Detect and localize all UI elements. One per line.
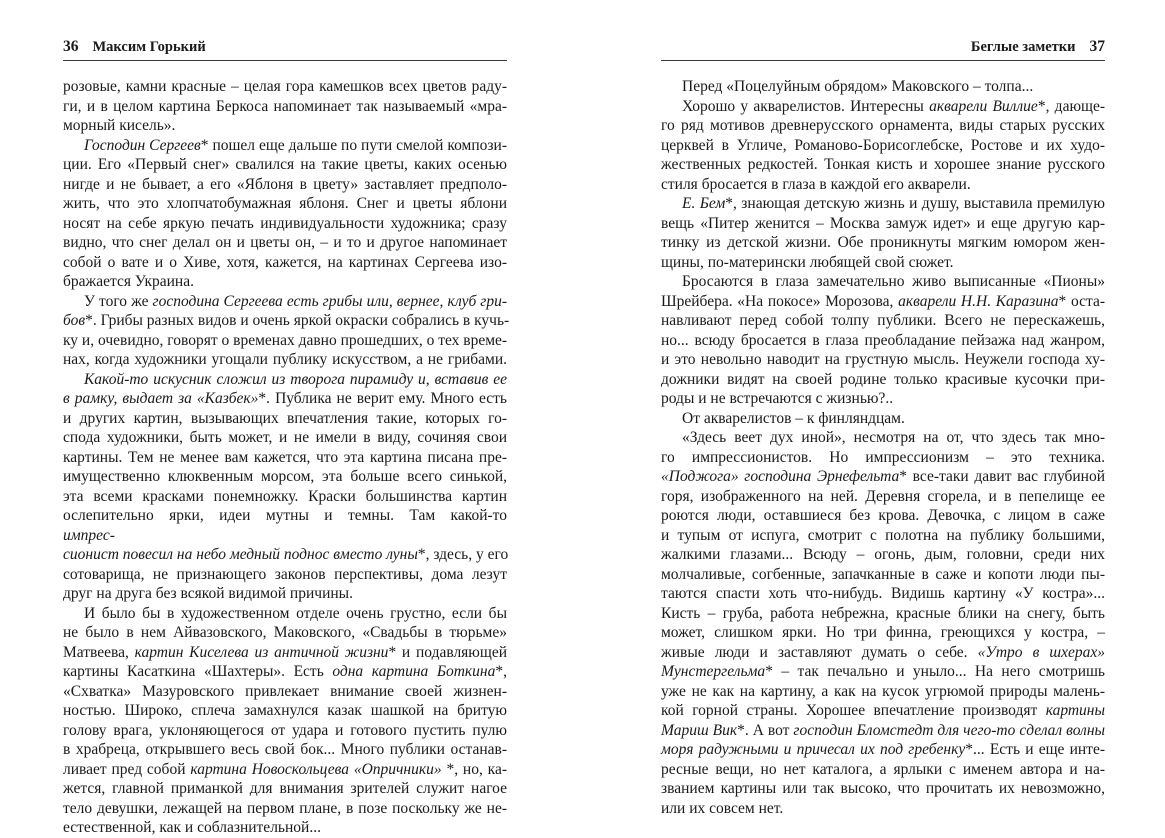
italic-run: сионист повесил на небо медный поднос вместо луны xyxy=(63,546,418,563)
text-line xyxy=(661,116,1105,136)
text-line xyxy=(63,311,510,331)
text-run: От акварелистов – к финляндцам. xyxy=(682,409,905,427)
text-line xyxy=(63,428,507,448)
text-run: * пошел еще дальше по пути смелой компози- xyxy=(200,136,507,154)
text-line xyxy=(661,389,1105,409)
text-run: естественной, как и соблазнительной... xyxy=(63,819,321,836)
text-line xyxy=(661,272,1105,292)
text-run: но... всюду бросается в глаза преобладание пейзажа над жанром, xyxy=(661,331,1105,349)
text-line xyxy=(661,175,1105,195)
text-run: имущественно клюквенным морсом, эта больше всего синькой, xyxy=(63,468,507,485)
text-line xyxy=(63,799,507,819)
text-line xyxy=(63,97,507,117)
text-run: Матвеева, xyxy=(63,643,135,661)
italic-run: господина Сергеева есть грибы или, вернее, клуб гри- xyxy=(152,292,507,310)
text-line xyxy=(63,545,507,565)
text-line xyxy=(63,136,507,156)
text-line xyxy=(661,623,1105,643)
text-line xyxy=(63,779,507,799)
text-line xyxy=(661,604,1105,624)
text-run: тело девушки, лежащей на первом плане, в позе поскольку же не- xyxy=(63,799,507,817)
text-line xyxy=(63,643,507,663)
italic-run: акварели Н.Н. Каразина xyxy=(898,292,1059,310)
text-line xyxy=(63,214,507,234)
text-run: роды и не встречаются с жизнью?.. xyxy=(661,390,894,407)
text-line xyxy=(63,292,507,312)
text-line xyxy=(661,97,1105,117)
text-run: * и подавляющей xyxy=(388,643,508,661)
text-line xyxy=(661,233,1105,253)
text-line xyxy=(63,526,507,546)
text-run: «Здесь веет дух иной», несмотря на от, что здесь так мно- xyxy=(682,429,1105,446)
text-run: друг на друга без всякой видимой причины. xyxy=(63,585,353,602)
text-run: спода художники, быть может, и не имели в виду, сочиняя свои xyxy=(63,429,507,446)
text-run: видно, что снег делал он и цветы он, – и то и другое напоминает xyxy=(63,234,507,251)
text-run: Бросаются в глаза замечательно живо выписанные «Пионы» xyxy=(682,273,1105,290)
text-run: *. Грибы разных видов и очень яркой окраски собрались в кучь- xyxy=(85,312,510,329)
text-line xyxy=(661,253,1105,273)
text-line xyxy=(63,409,507,429)
text-line xyxy=(661,487,1105,507)
text-line xyxy=(63,272,507,292)
text-run: сотоварища, не признающего законов перспективы, дома лезут xyxy=(63,565,507,583)
text-run: Шрейбера. «На покосе» Морозова, xyxy=(661,292,899,310)
text-line xyxy=(63,682,507,702)
text-run: нигде и не бывает, а его «Яблоня в цвету» заставляет предполо- xyxy=(63,175,507,193)
text-run: церквей в Угличе, Романово-Борисоглебске, Ростове и их худо- xyxy=(661,136,1105,154)
italic-run: Е. Бем xyxy=(682,195,726,212)
text-run: собой о вате и о Хиве, хотя, кажется, на картинах Сергеева изо- xyxy=(63,253,507,271)
text-line xyxy=(63,623,507,643)
text-line xyxy=(661,565,1105,585)
italic-run: бов xyxy=(63,312,86,329)
text-line xyxy=(661,799,1105,819)
text-line xyxy=(661,643,1105,663)
text-run: голову врага, уклоняющегося от удара и готового пустить пулю xyxy=(63,721,507,739)
text-line xyxy=(63,760,507,780)
text-line xyxy=(661,155,1105,175)
text-run: жить, что это хлопчатобумажная яблоня. Снег и цветы яблони xyxy=(63,195,507,212)
text-line xyxy=(661,740,1105,760)
text-run: роются люди, оставшиеся без крова. Девочка, с лицом в саже xyxy=(661,507,1105,524)
text-run: званием картины или так высоко, что прочитать их невозможно, xyxy=(661,780,1105,797)
text-line xyxy=(63,721,507,741)
text-run: жественных редкостей. Тонкая кисть и хорошее знание русского xyxy=(661,156,1105,173)
text-run: не было в нем Айвазовского, Маковского, «Свадьбы в тюрьме» xyxy=(63,624,507,641)
left-page xyxy=(63,0,510,836)
text-line xyxy=(661,760,1105,780)
text-line xyxy=(63,350,507,370)
text-run: *, но, ка- xyxy=(441,760,507,778)
text-run: ги, и в целом картина Беркоса напоминает так называемый «мра- xyxy=(63,97,507,115)
text-run: розовые, камни красные – целая гора камешков всех цветов раду- xyxy=(63,78,507,95)
text-run: * все-таки давит вас глубиной xyxy=(899,468,1106,485)
italic-run: «Утро в шхерах» xyxy=(977,643,1105,661)
text-run: И было бы в художественном отделе очень грустно, если бы xyxy=(84,604,507,622)
text-line xyxy=(661,584,1105,604)
text-run: *, дающе- xyxy=(1037,97,1105,115)
text-line xyxy=(661,526,1105,546)
text-run: навливают перед собой толпу публики. Всего не перескажешь, xyxy=(661,312,1105,329)
text-run: нах, когда художники угощали публику искусством, а не грибами. xyxy=(63,351,507,368)
text-run: *, знающая детскую жизнь и душу, выставила премилую xyxy=(725,195,1105,212)
text-run: эта всеми красками понемножку. Краски большинства картин xyxy=(63,487,507,505)
text-line xyxy=(63,604,507,624)
italic-run: господин Бломстедт для чего-то сделал волны xyxy=(793,721,1106,739)
text-line xyxy=(63,701,507,721)
page-body xyxy=(661,77,1105,818)
text-run: «Схватка» Мазуровского привлекает внимание своей жизнен- xyxy=(63,682,507,700)
running-head xyxy=(661,38,1105,58)
text-line xyxy=(63,331,507,351)
text-line xyxy=(63,389,507,409)
text-run: *, xyxy=(495,663,507,680)
italic-run: Мариш Вик xyxy=(661,721,738,739)
text-line xyxy=(63,487,507,507)
right-page xyxy=(661,0,1105,827)
italic-run: Какой-то искусник сложил из творога пирамиду и, вставив ее xyxy=(84,370,507,388)
text-line xyxy=(661,370,1105,390)
italic-run: картины xyxy=(1045,702,1105,719)
italic-run: Мунстергельма xyxy=(661,663,766,680)
text-run: *... Есть и еще инте- xyxy=(965,741,1105,758)
text-run: ностью. Широко, сплеча замахнулся казак шашкой на бритую xyxy=(63,702,507,719)
text-line xyxy=(63,253,507,273)
text-run: таются спасти хоть что-нибудь. Видишь картину «У костра»... xyxy=(661,585,1105,602)
text-line xyxy=(63,448,507,468)
text-run: бражается Украина. xyxy=(63,273,194,290)
text-run: щины, по-матерински любящей свой сюжет. xyxy=(661,253,954,271)
text-line xyxy=(661,409,1105,429)
text-line xyxy=(63,818,507,838)
text-run: дожники видят на своей родине только красивые кусочки при- xyxy=(661,370,1105,388)
text-run: и тупым от испуга, смотрит с полотна на публику большими, xyxy=(661,526,1105,544)
text-line xyxy=(661,506,1105,526)
text-line xyxy=(63,565,507,585)
text-run: Перед «Поцелуйным обрядом» Маковского – толпа... xyxy=(682,78,1034,95)
text-run: *, здесь, у его xyxy=(417,546,509,563)
page-body xyxy=(63,77,510,838)
italic-run: Господин Сергеев xyxy=(84,136,201,154)
text-run: тинку из детской жизни. Обе проникнуты мягким юмором жен- xyxy=(661,234,1105,251)
italic-run: в рамку, выдает за «Казбек» xyxy=(63,390,259,407)
italic-run: моря радужными и причесал их под гребенку xyxy=(661,741,966,758)
text-line xyxy=(661,136,1105,156)
text-run: ливает пред собой xyxy=(63,760,191,778)
text-line xyxy=(661,214,1105,234)
text-line xyxy=(661,467,1105,487)
page-number: 37 xyxy=(1089,38,1105,55)
text-run: * оста- xyxy=(1058,292,1106,310)
italic-run: акварели Виллие xyxy=(929,97,1038,115)
text-line xyxy=(63,194,507,214)
text-run: и это невольно наводит на грустную мысль. Неужели господа ху- xyxy=(661,351,1105,368)
text-line xyxy=(63,116,507,136)
text-run: ции. Его «Первый снег» свалился на такие цветы, каких осенью xyxy=(63,156,507,173)
text-line xyxy=(661,350,1105,370)
text-run: жется, главной приманкой для внимания зрителей служит нагое xyxy=(63,780,507,797)
running-title: Максим Горький xyxy=(92,39,206,55)
text-run: стиля бросается в глаза в каждой его акварели. xyxy=(661,175,971,193)
text-run: го импрессионистов. Но импрессионизм – это техника. xyxy=(661,448,1105,466)
text-run: Хорошо у акварелистов. Интересны xyxy=(682,97,930,115)
text-run: в храбреца, открывшего весь свой бок... Много публики останав- xyxy=(63,741,507,758)
text-line xyxy=(63,740,507,760)
text-run: ку и, очевидно, говорят о временах давно прошедших, о тех време- xyxy=(63,331,508,349)
text-line xyxy=(63,506,507,526)
italic-run: картина Новоскольцева «Опричники» xyxy=(190,760,442,778)
text-line xyxy=(661,721,1105,741)
text-line xyxy=(661,682,1105,702)
text-run: или их совсем нет. xyxy=(661,799,784,817)
header-rule xyxy=(63,60,507,61)
text-run: может, слишком ярки. Но три финна, греющихся у костра, – xyxy=(661,624,1105,641)
text-run: картины. Тем не менее вам кажется, что эта картина писана пре- xyxy=(63,448,507,466)
text-run: У того же xyxy=(84,292,153,310)
text-line xyxy=(661,448,1105,468)
running-head xyxy=(63,38,507,58)
italic-run: картин Киселева из античной жизни xyxy=(134,643,389,661)
text-run: носят на себе яркую печать индивидуальности художника; сразу xyxy=(63,214,507,232)
text-run: *. А вот xyxy=(737,721,794,739)
text-line xyxy=(661,194,1105,214)
italic-run: «Поджога» господина Эрнефельта xyxy=(661,468,900,485)
text-run: Кисть – груба, работа небрежна, красные блики на снегу, быть xyxy=(661,604,1105,622)
text-line xyxy=(661,779,1105,799)
text-run: ресные вещи, но нет каталога, а ярлыки с именем автора и на- xyxy=(661,760,1105,778)
text-run: го ряд мотивов древнерусского орнамента, виды старых русских xyxy=(661,117,1105,134)
text-line xyxy=(63,584,507,604)
text-line xyxy=(63,233,507,253)
header-rule xyxy=(661,60,1105,61)
text-run: вещь «Питер женится – Москва замуж идет» и еще другую кар- xyxy=(661,214,1105,232)
text-line xyxy=(661,292,1105,312)
running-title: Беглые заметки xyxy=(970,39,1076,55)
text-run: картины Касаткина «Шахтеры». Есть xyxy=(63,663,333,680)
text-line xyxy=(661,662,1105,682)
text-run: * – так печально и уныло... На него смотришь xyxy=(765,663,1105,680)
text-line xyxy=(63,175,507,195)
text-run: *. Публика не верит ему. Много есть xyxy=(258,390,507,407)
italic-run: одна картина Боткина xyxy=(332,663,496,680)
text-run: морный кисель». xyxy=(63,117,176,134)
text-line xyxy=(63,77,507,97)
text-line xyxy=(661,701,1105,721)
text-run: жалкими глазами... Всюду – огонь, дым, головни, среди них xyxy=(661,546,1105,563)
text-line xyxy=(661,311,1105,331)
text-line xyxy=(63,662,507,682)
text-line xyxy=(63,370,507,390)
text-run: ослепительно ярки, идеи мутны и темны. Там какой-то xyxy=(63,507,507,524)
text-line xyxy=(63,467,507,487)
text-line xyxy=(63,155,507,175)
text-line xyxy=(661,77,1105,97)
text-line xyxy=(661,545,1105,565)
text-run: молчаливые, согбенные, запачканные в саже и копоти люди пы- xyxy=(661,565,1105,583)
text-run: уже не как на картину, а как на кусок угрюмой природы малень- xyxy=(661,682,1105,700)
text-line xyxy=(661,331,1105,351)
text-run: горя, изображенного на ней. Деревня сгорела, и в пепелище ее xyxy=(661,487,1105,505)
page-number: 36 xyxy=(63,38,79,55)
italic-run: импрес- xyxy=(63,526,115,544)
text-line xyxy=(661,428,1105,448)
text-run: и других картин, вызывающих впечатления такие, которых го- xyxy=(63,409,507,427)
text-run: кой горной страны. Хорошее впечатление производят xyxy=(661,702,1046,719)
text-run: живые люди и заставляют думать о себе. xyxy=(661,643,978,661)
